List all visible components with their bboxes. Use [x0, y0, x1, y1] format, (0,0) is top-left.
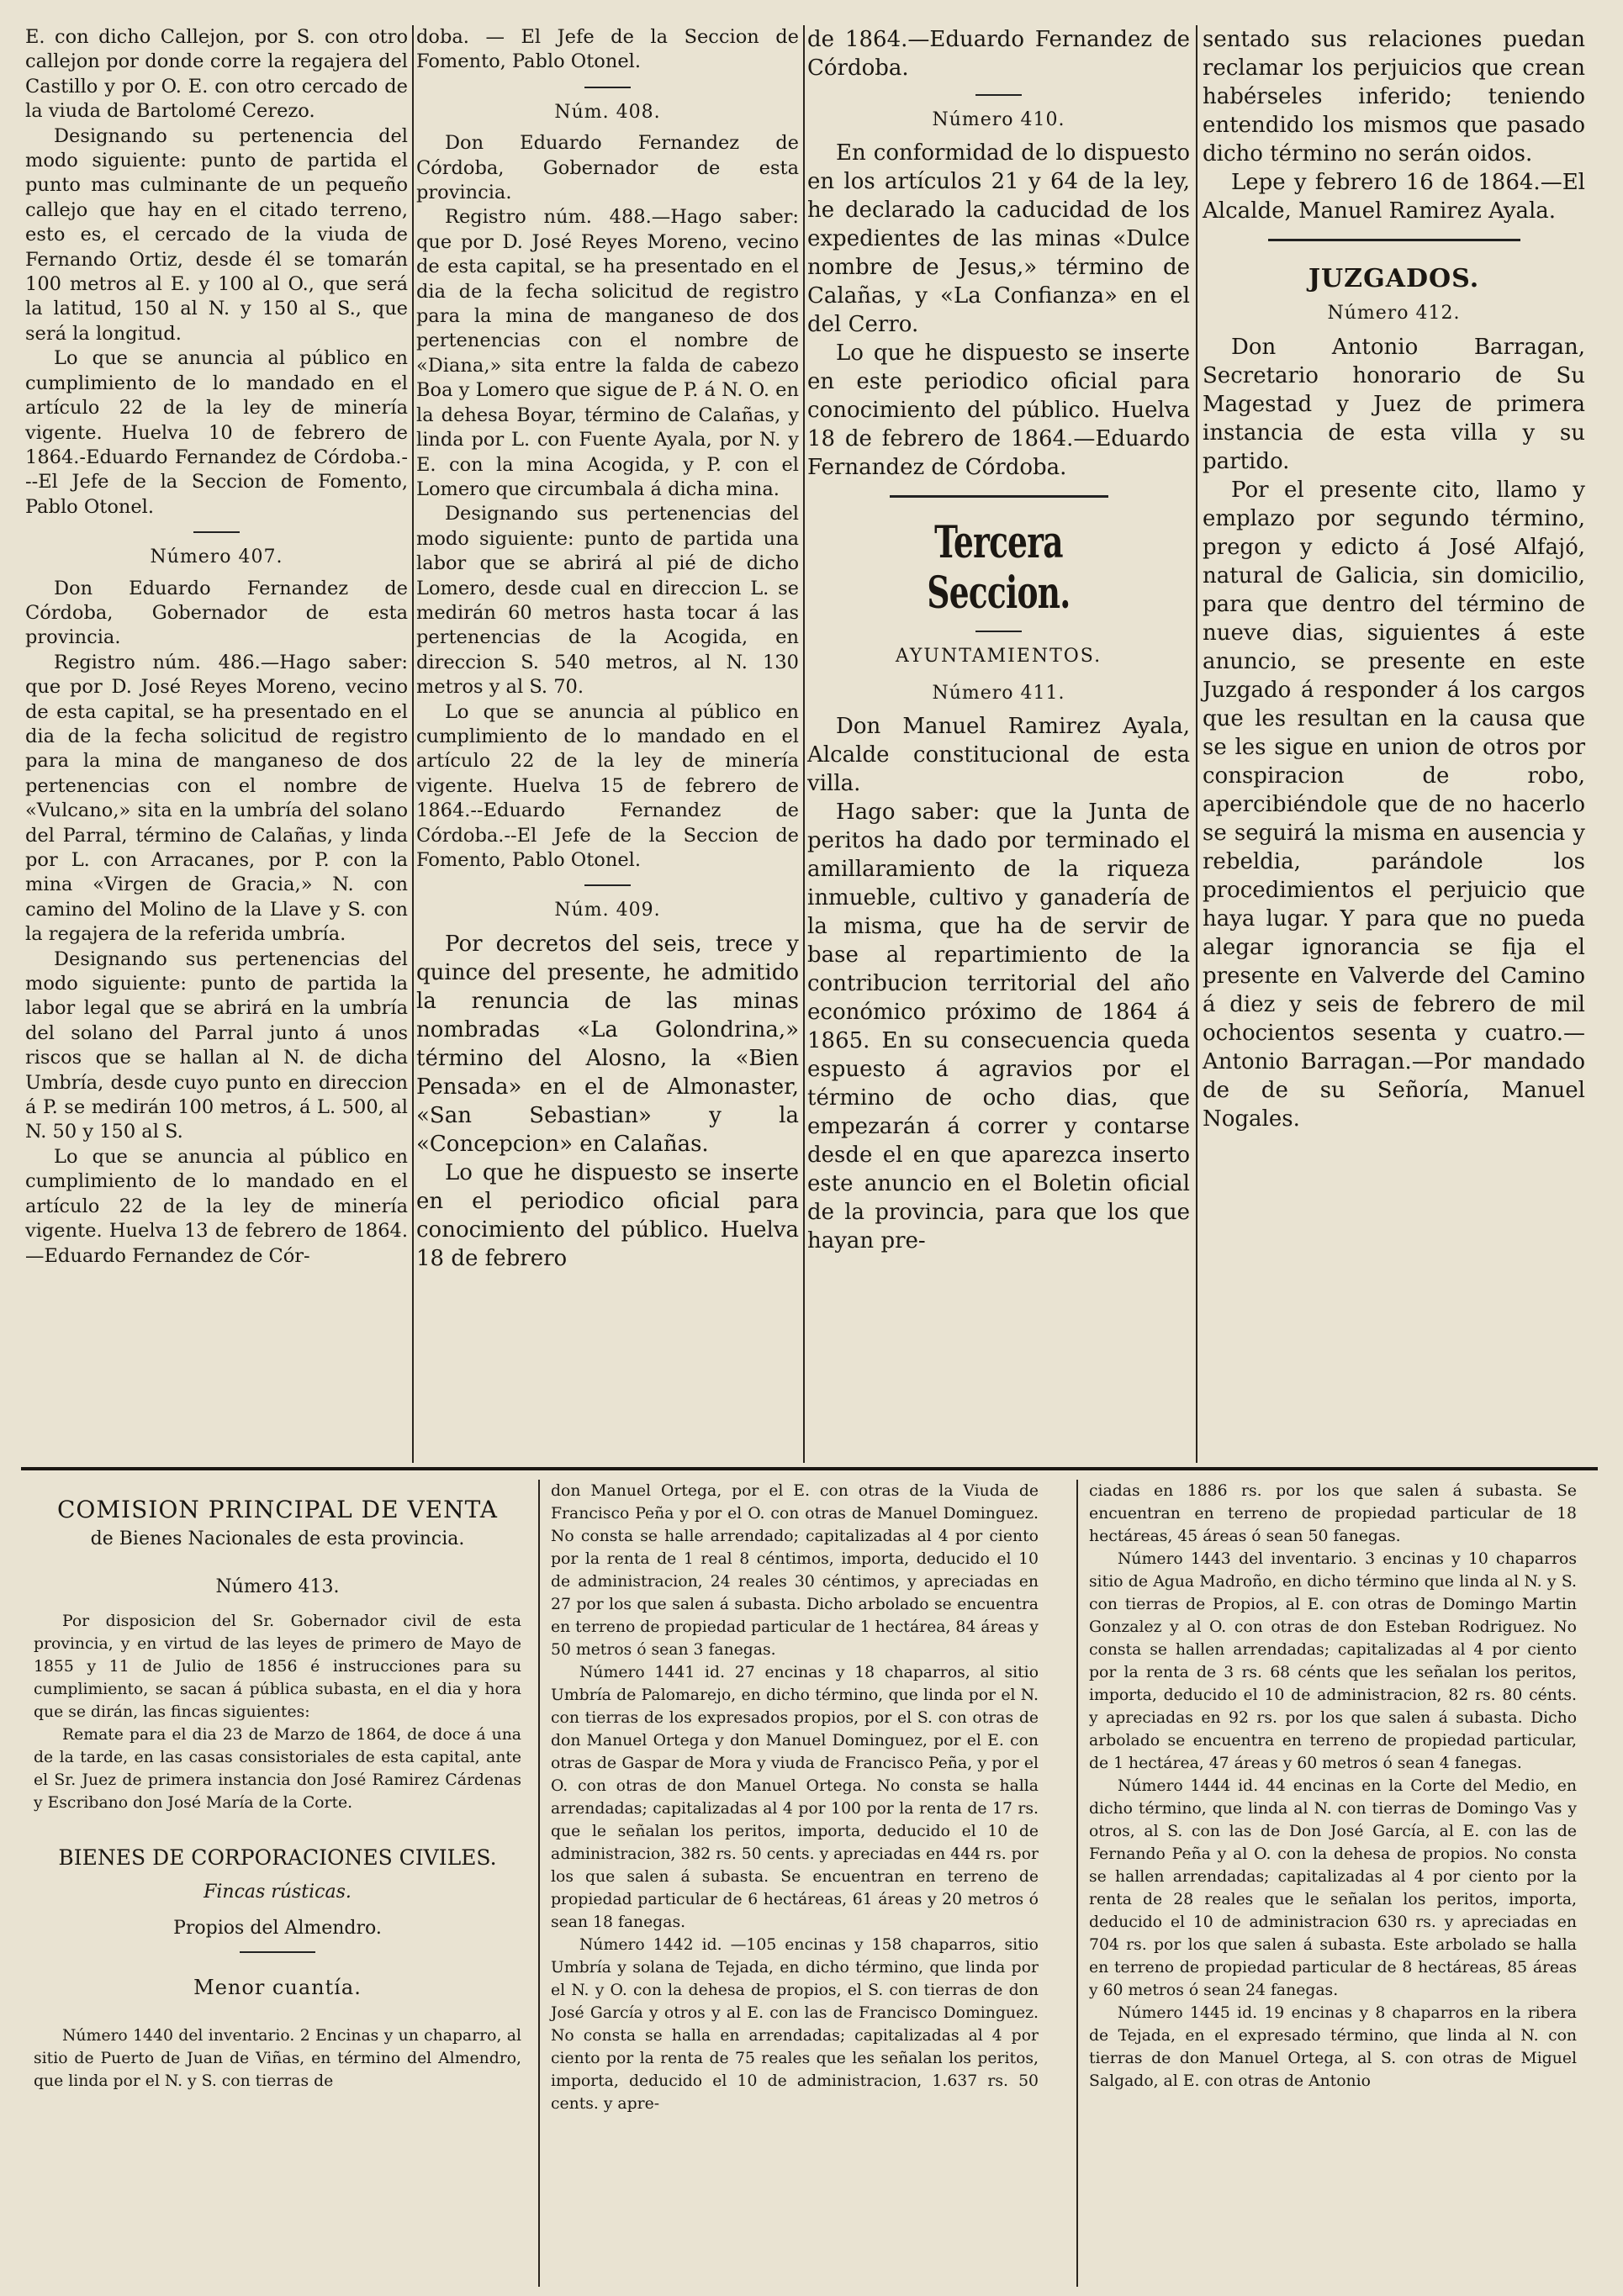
- paragraph: Designando sus pertenencias del modo siguiente: punto de partida la labor legal que se abrirá en la umbría del solano del Parral junto á unos riscos que se hallan al N. de dicha Umbría, desde cuyo punto en direccion á P. se medirán 100 metros, á L. 500, al N. 50 y 150 al S.: [25, 947, 408, 1143]
- upper-section: [25, 25, 1594, 1463]
- column-rule: [1076, 1480, 1078, 2287]
- paragraph: Número 1443 del inventario. 3 encinas y 10 chaparros sitio de Agua Madroño, en dicho término que linda al N. y S. con tierras de Propios, al E. con otras de Domingo Martin Gonzalez y al O. con otras de don Esteban Rodriguez. No consta se hallen arrendadas; capitalizadas al 4 por ciento por la renta de 3 rs. 68 cénts que les señalan los peritos, importa, deducido el 10 de administracion, 82 rs. 80 cénts. y apreciadas en 92 rs. por los que salen á subasta. Dicho arbolado se encuentra en terreno de propiedad particular, de 1 hectárea, 47 áreas y 60 metros ó sean 4 fanegas.: [1089, 1550, 1577, 1772]
- paragraph: Número 1445 id. 19 encinas y 8 chaparros en la ribera de Tejada, en el expresado término, que linda al N. con tierras de don Manuel Ortega, al S. con otras de Miguel Salgado, al E. con otras de Antonio: [1089, 2004, 1577, 2090]
- lower-column-1: [34, 1480, 521, 2093]
- paragraph: Por disposicion del Sr. Gobernador civil de esta provincia, y en virtud de las leyes de primero de Mayo de 1855 y 11 de Julio de 1856 é instrucciones para su cumplimiento, se sacan á pública subasta, en el dia y hora que se dirán, las fincas siguientes:: [34, 1612, 521, 1721]
- subsection-heading: Menor cuantía.: [193, 1976, 362, 1999]
- paragraph: Registro núm. 486.—Hago saber: que por D. José Reyes Moreno, vecino de esta capital, se ha presentado en el dia de la fecha solicitud de registro para la mina de manganeso de dos pertenencias con el nombre de «Vulcano,» sita en la umbría del solano del Parral, término de Calañas, y linda por L. con Arracanes, por P. con la mina «Virgen de Gracia,» N. con camino del Molino de la Llave y S. con la regajera de la referida umbría.: [25, 651, 408, 946]
- paragraph: Don Eduardo Fernandez de Córdoba, Gobernador de esta provincia.: [25, 577, 408, 649]
- notice-number: Núm. 409.: [554, 900, 661, 921]
- divider: [240, 1951, 315, 1953]
- paragraph: Designando su pertenencia del modo siguiente: punto de partida el punto mas culminante de un pequeño callejo que hay en el citado terreno, esto es, el cercado de la viuda de Fernando Ortiz, desde él se tomarán 100 metros al E. y 100 al O., que será la latitud, 150 al N. y 150 al S., que será la longitud.: [25, 124, 408, 345]
- subsection-heading: Propios del Almendro.: [173, 1918, 382, 1939]
- divider: [193, 531, 240, 533]
- paragraph: ciadas en 1886 rs. por los que salen á subasta. Se encuentran en terreno de propiedad particular de 18 hectáreas, 45 áreas ó sean 50 fanegas.: [1089, 1482, 1577, 1545]
- section-subtitle: de Bienes Nacionales de esta provincia.: [90, 1528, 465, 1549]
- paragraph: Lo que se anuncia al público en cumplimiento de lo mandado en el artículo 22 de la ley de minería vigente. Huelva 13 de febrero de 1864.—Eduardo Fernandez de Cór-: [25, 1145, 408, 1267]
- column-rule: [1196, 25, 1197, 1463]
- paragraph: Lo que se anuncia al público en cumplimiento de lo mandado en el artículo 22 de la ley de minería vigente. Huelva 10 de febrero de 1864.-Eduardo Fernandez de Córdoba.---El Jefe de la Seccion de Fomento, Pablo Otonel.: [25, 347, 408, 518]
- section-rule: [21, 1467, 1598, 1470]
- divider: [584, 884, 631, 886]
- paragraph: don Manuel Ortega, por el E. con otras de la Viuda de Francisco Peña y por el O. con otras de Manuel Dominguez. No consta se halle arrendado; capitalizadas al 4 por ciento por la renta de 1 real 8 céntimos, importa, deducido el 10 de administracion, 24 reales 30 céntimos, y apreciadas en 27 por los que salen á subasta. Dicho arbolado se encuentra en terreno de propiedad particular de 1 hectárea, 84 áreas y 50 metros ó sean 3 fanegas.: [551, 1482, 1039, 1659]
- divider: [584, 87, 631, 88]
- divider: [975, 94, 1022, 96]
- lower-column-3: [1089, 1480, 1577, 2093]
- paragraph: Lo que se anuncia al público en cumplimiento de lo mandado en el artículo 22 de la ley de minería vigente. Huelva 15 de febrero de 1864.--Eduardo Fernandez de Córdoba.--El Jefe de la Seccion de Fomento, Pablo Otonel.: [416, 700, 799, 871]
- paragraph: Número 1441 id. 27 encinas y 18 chaparros, al sitio Umbría de Palomarejo, en dicho término, que linda por el N. con tierras de los expresados propios, por el S. con otras de don Manuel Ortega y don Manuel Dominguez, por el E. con otras de Gaspar de Mora y viuda de Francisco Peña, y por el O. con otras de don Manuel Ortega. No consta se halla arrendadas; capitalizadas al 4 por 100 por la renta de 17 rs. que le señalan los peritos, importa, deducido el 10 de administracion, 382 rs. 50 cents. y apreciadas en 444 rs. por los que salen á subasta. Se encuentran en terreno de propiedad particular de 6 hectáreas, 61 áreas y 20 metros ó sean 18 fanegas.: [551, 1664, 1039, 1931]
- section-title: COMISION PRINCIPAL DE VENTA: [57, 1496, 498, 1523]
- paragraph: Lo que he dispuesto se inserte en este periodico oficial para conocimiento del público. Huelva 18 de febrero de 1864.—Eduardo Fernandez de Córdoba.: [807, 340, 1190, 481]
- column-4: [1203, 25, 1585, 1133]
- paragraph: Don Eduardo Fernandez de Córdoba, Gobernador de esta provincia.: [416, 132, 799, 204]
- paragraph: Número 1442 id. —105 encinas y 158 chaparros, sitio Umbría y solana de Tejada, en dicho término, que linda por el N. y O. con la dehesa de propios, el S. con tierras de don José García y otros y al E. con las de Francisco Dominguez. No consta se halla en arrendadas; capitalizadas al 4 por ciento por la renta de 75 reales que les señalan los peritos, importa, deducido el 10 de administracion, 1.637 rs. 50 cents. y apre-: [551, 1936, 1039, 2113]
- notice-number: Número 410.: [932, 109, 1065, 130]
- paragraph: Remate para el dia 23 de Marzo de 1864, de doce á una de la tarde, en las casas consistoriales de esta capital, ante el Sr. Juez de primera instancia don José Ramirez Cárdenas y Escribano don José María de la Corte.: [34, 1726, 521, 1812]
- column-rule: [803, 25, 805, 1463]
- paragraph: de 1864.—Eduardo Fernandez de Córdoba.: [807, 27, 1190, 81]
- paragraph: Número 1444 id. 44 encinas en la Corte del Medio, en dicho término, que linda al N. con tierras de Domingo Vas y otros, al S. con las de Don José García, al E. con las de Fernando Peña y al O. con la dehesa de propios. No consta se hallen arrendadas; capitalizadas al 4 por ciento por la renta de 28 reales que le señalan los peritos, importa, deducido el 10 de administracion 630 rs. y apreciadas en 704 rs. por los que salen á subasta. Este arbolado se halla en terreno de propiedad particular de 8 hectáreas, 85 áreas y 60 metros ó sean 24 fanegas.: [1089, 1777, 1577, 1999]
- subsection-heading: Fincas rústicas.: [204, 1882, 352, 1903]
- paragraph: Registro núm. 488.—Hago saber: que por D. José Reyes Moreno, vecino de esta capital, se ha presentado en el dia de la fecha solicitud de registro para la mina de manganeso de dos pertenencias con el nombre de «Diana,» sita entre la falda de cabezo Boa y Lomero que sigue de P. á N. O. en la dehesa Boyar, término de Calañas, y linda por L. con Fuente Ayala, por N. y E. con la mina Acogida, y P. con el Lomero que circumbala á dicha mina.: [416, 206, 799, 500]
- section-heading: Tercera Seccion.: [927, 517, 1071, 620]
- paragraph: Por decretos del seis, trece y quince del presente, he admitido la renuncia de las minas nombradas «La Golondrina,» término del Alosno, la «Bien Pensada» en el de Almonaster, «San Sebastian» y la «Concepcion» en Calañas.: [416, 931, 799, 1157]
- column-3: [807, 25, 1190, 1255]
- divider: [1268, 239, 1520, 241]
- paragraph: E. con dicho Callejon, por S. con otro callejon por donde corre la regajera del Castillo y por O. E. con otro cercado de la viuda de Bartolomé Cerezo.: [25, 26, 408, 123]
- paragraph: Don Antonio Barragan, Secretario honorario de Su Magestad y Juez de primera instancia de esta villa y su partido.: [1203, 334, 1585, 474]
- paragraph: Por el presente cito, llamo y emplazo por segundo término, pregon y edicto á José Alfajó, natural de Galicia, sin domicilio, para que dentro del término de nueve dias, siguientes á este anuncio, se presente en este Juzgado á responder á los cargos que les resultan en la causa que se les sigue en union de otros por conspiracion de robo, apercibiéndole que de no hacerlo se seguirá la misma en ausencia y rebeldia, parándole los procedimientos el perjuicio que haya lugar. Y para que no pueda alegar ignorancia se fija el presente en Valverde del Camino á diez y seis de febrero de mil ochocientos sesenta y cuatro.—Antonio Barragan.—Por mandado de de su Señoría, Manuel Nogales.: [1203, 477, 1585, 1132]
- paragraph: Designando sus pertenencias del modo siguiente: punto de partida una labor que se abrirá al pié de dicho Lomero, desde cual en direccion L. se medirán 60 metros hasta tocar á las pertenencias de la Acogida, en direccion S. 540 metros, al N. 130 metros y al S. 70.: [416, 503, 799, 699]
- paragraph: sentado sus relaciones puedan reclamar los perjuicios que crean habérseles inferido; teniendo entendido los mismos que pasado dicho término no serán oidos.: [1203, 27, 1585, 166]
- column-2: [416, 25, 799, 1273]
- subsection-heading: JUZGADOS.: [1308, 264, 1480, 293]
- lower-section: [25, 1480, 1594, 2287]
- column-1: [25, 25, 408, 1269]
- divider: [975, 631, 1022, 632]
- paragraph: Hago saber: que la Junta de peritos ha dado por terminado el amillaramiento de la riqueza inmueble, cultivo y ganadería de la misma, que ha de servir de base al repartimiento de la contribucion territorial del año económico próximo de 1864 á 1865. En su consecuencia queda espuesto á agravios por el término de ocho dias, que empezarán á correr y contarse desde el en que aparezca inserto este anuncio en el Boletin oficial de la provincia, para que los que hayan pre-: [807, 800, 1190, 1254]
- paragraph: doba. — El Jefe de la Seccion de Fomento, Pablo Otonel.: [416, 26, 799, 73]
- paragraph: Lepe y febrero 16 de 1864.—El Alcalde, Manuel Ramirez Ayala.: [1203, 170, 1585, 224]
- subsection-heading: BIENES DE CORPORACIONES CIVILES.: [58, 1845, 497, 1870]
- notice-number: Número 412.: [1327, 303, 1461, 325]
- paragraph: Lo que he dispuesto se inserte en el periodico oficial para conocimiento del público. Huelva 18 de febrero: [416, 1159, 799, 1271]
- column-rule: [538, 1480, 540, 2287]
- divider: [890, 495, 1108, 498]
- column-rule: [412, 25, 414, 1463]
- notice-number: Número 413.: [215, 1576, 340, 1597]
- paragraph: Número 1440 del inventario. 2 Encinas y un chaparro, al sitio de Puerto de Juan de Viñas, en término del Almendro, que linda por el N. y S. con tierras de: [34, 2027, 521, 2090]
- notice-number: Número 411.: [932, 682, 1065, 704]
- notice-number: Número 407.: [150, 546, 283, 568]
- subsection-heading: AYUNTAMIENTOS.: [895, 646, 1102, 668]
- paragraph: En conformidad de lo dispuesto en los artículos 21 y 64 de la ley, he declarado la caducidad de los expedientes de las minas «Dulce nombre de Jesus,» término de Calañas, y «La Confianza» en el del Cerro.: [807, 140, 1190, 338]
- notice-number: Núm. 408.: [554, 101, 661, 123]
- lower-column-2: [551, 1480, 1039, 2115]
- paragraph: Don Manuel Ramirez Ayala, Alcalde constitucional de esta villa.: [807, 714, 1190, 797]
